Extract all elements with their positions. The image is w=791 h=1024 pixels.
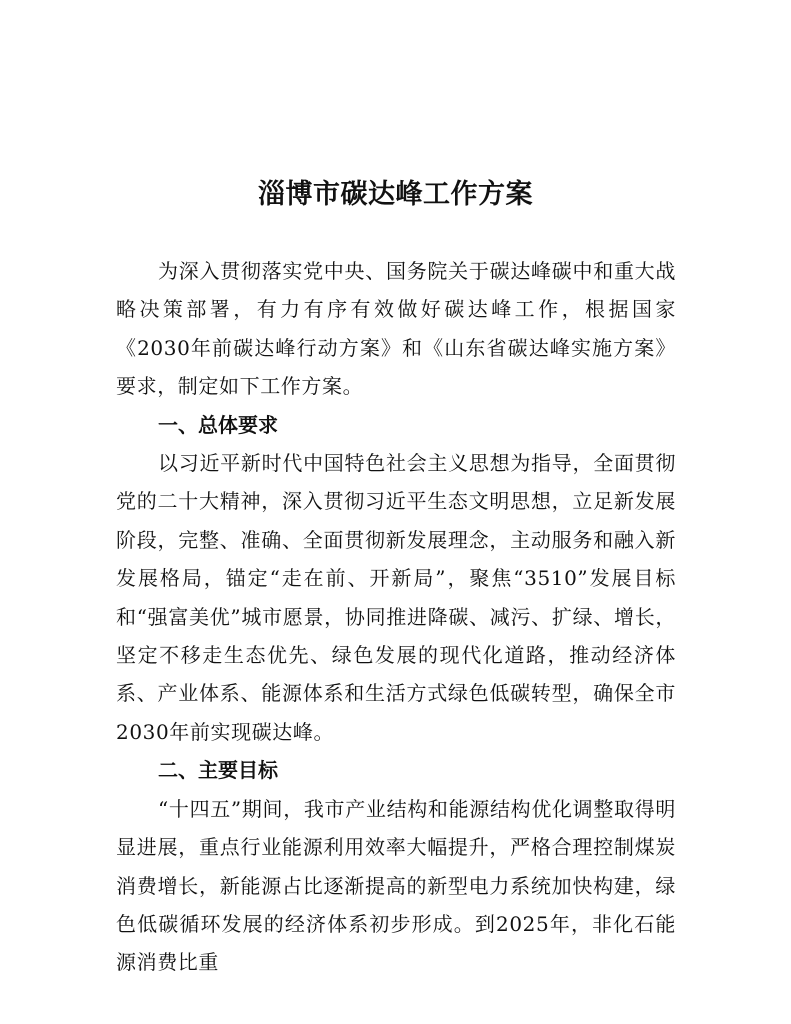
intro-paragraph: 为深入贯彻落实党中央、国务院关于碳达峰碳中和重大战略决策部署，有力有序有效做好碳达峰工作，根据国家《2030年前碳达峰行动方案》和《山东省碳达峰实施方案》要求，制定如下工作方案。	[116, 259, 676, 399]
section-heading-general-requirements: 一、总体要求	[158, 412, 278, 437]
document-title: 淄博市碳达峰工作方案	[258, 179, 533, 210]
section-paragraph-general-requirements: 以习近平新时代中国特色社会主义思想为指导，全面贯彻党的二十大精神，深入贯彻习近平生态文明思想，立足新发展阶段，完整、准确、全面贯彻新发展理念，主动服务和融入新发展格局，锚定“走在前、开新局”，聚焦“3510”发展目标和“强富美优”城市愿景，协同推进降碳、减污、扩绿、增长，坚定不移走生态优先、绿色发展的现代化道路，推动经济体系、产业体系、能源体系和生活方式绿色低碳转型，确保全市2030年前实现碳达峰。	[116, 451, 676, 744]
section-heading-main-targets: 二、主要目标	[158, 758, 278, 783]
section-paragraph-main-targets: “十四五”期间，我市产业结构和能源结构优化调整取得明显进展，重点行业能源利用效率大幅提升，严格合理控制煤炭消费增长，新能源占比逐渐提高的新型电力系统加快构建，绿色低碳循环发展的经济体系初步形成。到2025年，非化石能源消费比重	[116, 796, 676, 975]
document-body	[116, 252, 676, 982]
